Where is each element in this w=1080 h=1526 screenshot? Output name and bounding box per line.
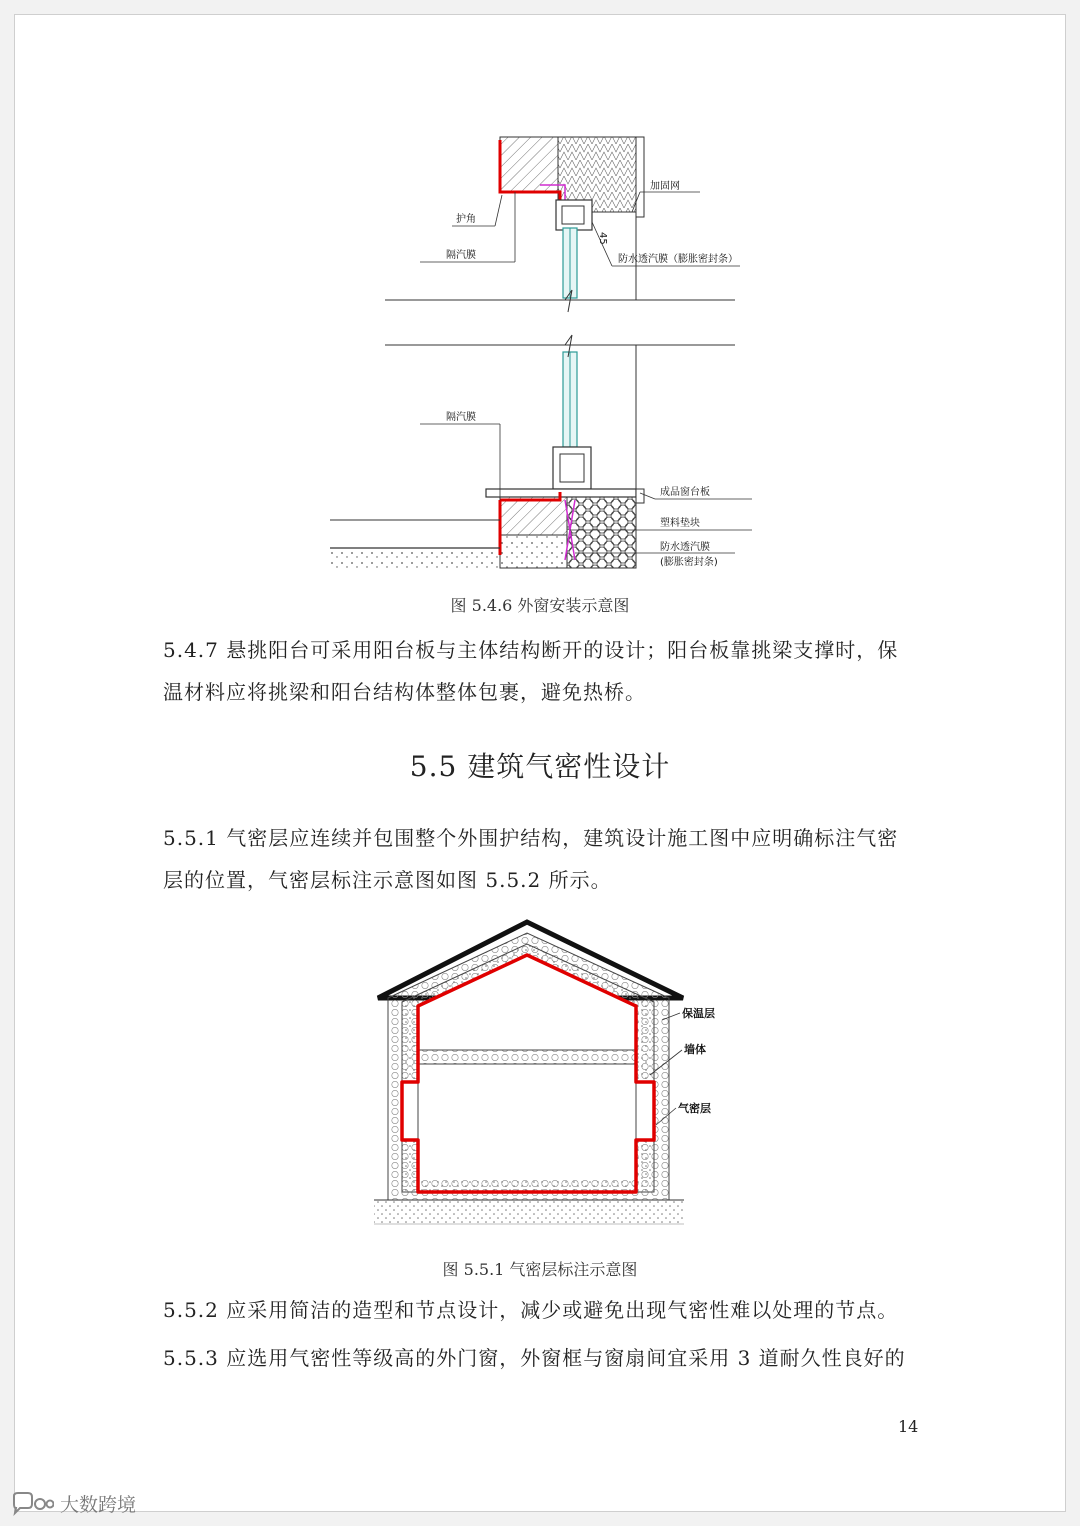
label-mesh: 加固网 <box>650 181 680 192</box>
label-sill-board: 成品窗台板 <box>660 487 710 498</box>
paragraph-5-5-3: 5.5.3 应选用气密性等级高的外门窗，外窗框与窗扇间宜采用 3 道耐久性良好的 <box>163 1346 906 1370</box>
label-airtight: 气密层 <box>678 1102 711 1115</box>
figure2-caption: 图 5.5.1 气密层标注示意图 <box>442 1260 638 1279</box>
chat-bubble-icon <box>10 1492 54 1516</box>
paragraph-5-5-1-line1: 5.5.1 气密层应连续并包围整个外围护结构，建筑设计施工图中应明确标注气密 <box>163 826 899 850</box>
watermark <box>10 1490 136 1517</box>
label-wall: 墙体 <box>684 1043 706 1056</box>
paragraph-5-5-1-line2: 层的位置，气密层标注示意图如图 5.5.2 所示。 <box>163 868 612 892</box>
label-vapor-top: 隔汽膜 <box>446 250 476 261</box>
label-waterproof-bottom: 防水透汽膜 <box>660 542 710 553</box>
window-installation-diagram <box>320 130 760 580</box>
label-corner: 护角 <box>456 214 476 225</box>
section-title: 5.5 建筑气密性设计 <box>409 750 671 783</box>
label-vapor-bottom: 隔汽膜 <box>446 412 476 423</box>
figure1-caption: 图 5.4.6 外窗安装示意图 <box>450 596 630 615</box>
label-waterproof-bottom-2: (膨胀密封条) <box>660 557 718 568</box>
paragraph-5-4-7-line2: 温材料应将挑梁和阳台结构体整体包裹，避免热桥。 <box>163 680 646 704</box>
label-insulation: 保温层 <box>682 1007 715 1020</box>
label-waterproof-top: 防水透汽膜（膨胀密封条） <box>618 254 738 265</box>
airtight-layer-diagram <box>370 915 720 1235</box>
label-plastic-block: 塑料垫块 <box>660 518 700 529</box>
watermark-text: 大数跨境 <box>60 1494 137 1516</box>
paragraph-5-4-7-line1: 5.4.7 悬挑阳台可采用阳台板与主体结构断开的设计；阳台板靠挑梁支撑时，保 <box>163 638 899 662</box>
paragraph-5-5-2: 5.5.2 应采用简洁的造型和节点设计，减少或避免出现气密性难以处理的节点。 <box>163 1298 899 1322</box>
label-dim: 45 <box>597 232 608 245</box>
page-number: 14 <box>898 1417 919 1436</box>
